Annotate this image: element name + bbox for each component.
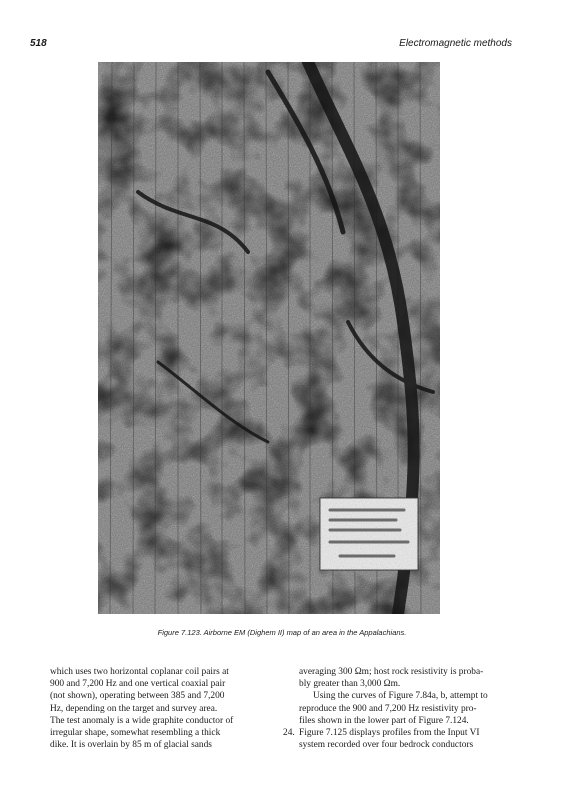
- text-line: bly greater than 3,000 Ωm.: [299, 679, 401, 690]
- map-image: [98, 62, 440, 614]
- text-line: 900 and 7,200 Hz and one vertical coaxial pair: [50, 679, 226, 690]
- text-line: which uses two horizontal coplanar coil pairs at: [50, 667, 229, 677]
- text-line: system recorded over four bedrock conductors: [299, 740, 474, 751]
- airborne-em-map-figure: [98, 62, 440, 614]
- text-line: Using the curves of Figure 7.84a, b, attempt to: [313, 691, 488, 702]
- text-line: reproduce the 900 and 7,200 Hz resistivity pro-: [299, 703, 477, 714]
- body-left-column: [50, 666, 263, 751]
- map-legend: [320, 498, 418, 570]
- figure-caption: Figure 7.123. Airborne EM (Dighem II) map of an area in the Appalachians.: [157, 628, 407, 637]
- text-line: averaging 300 Ωm; host rock resistivity is proba-: [299, 667, 484, 677]
- text-line: (not shown), operating between 385 and 7,200: [50, 691, 225, 702]
- numbered-item: [283, 727, 503, 739]
- body-right-column: [283, 666, 503, 751]
- item-number: 24.: [283, 728, 295, 739]
- text-line: Figure 7.125 displays profiles from the Input VI: [299, 728, 480, 739]
- page-number: 518: [30, 38, 47, 49]
- running-head: Electromagnetic methods: [399, 38, 512, 49]
- text-line: dike. It is overlain by 85 m of glacial sands: [50, 740, 212, 751]
- text-line: Hz, depending on the target and survey area.: [50, 703, 218, 714]
- text-line: The test anomaly is a wide graphite conductor of: [50, 715, 234, 726]
- text-line: files shown in the lower part of Figure 7.124.: [299, 715, 469, 726]
- text-line: irregular shape, somewhat resembling a thick: [50, 728, 221, 739]
